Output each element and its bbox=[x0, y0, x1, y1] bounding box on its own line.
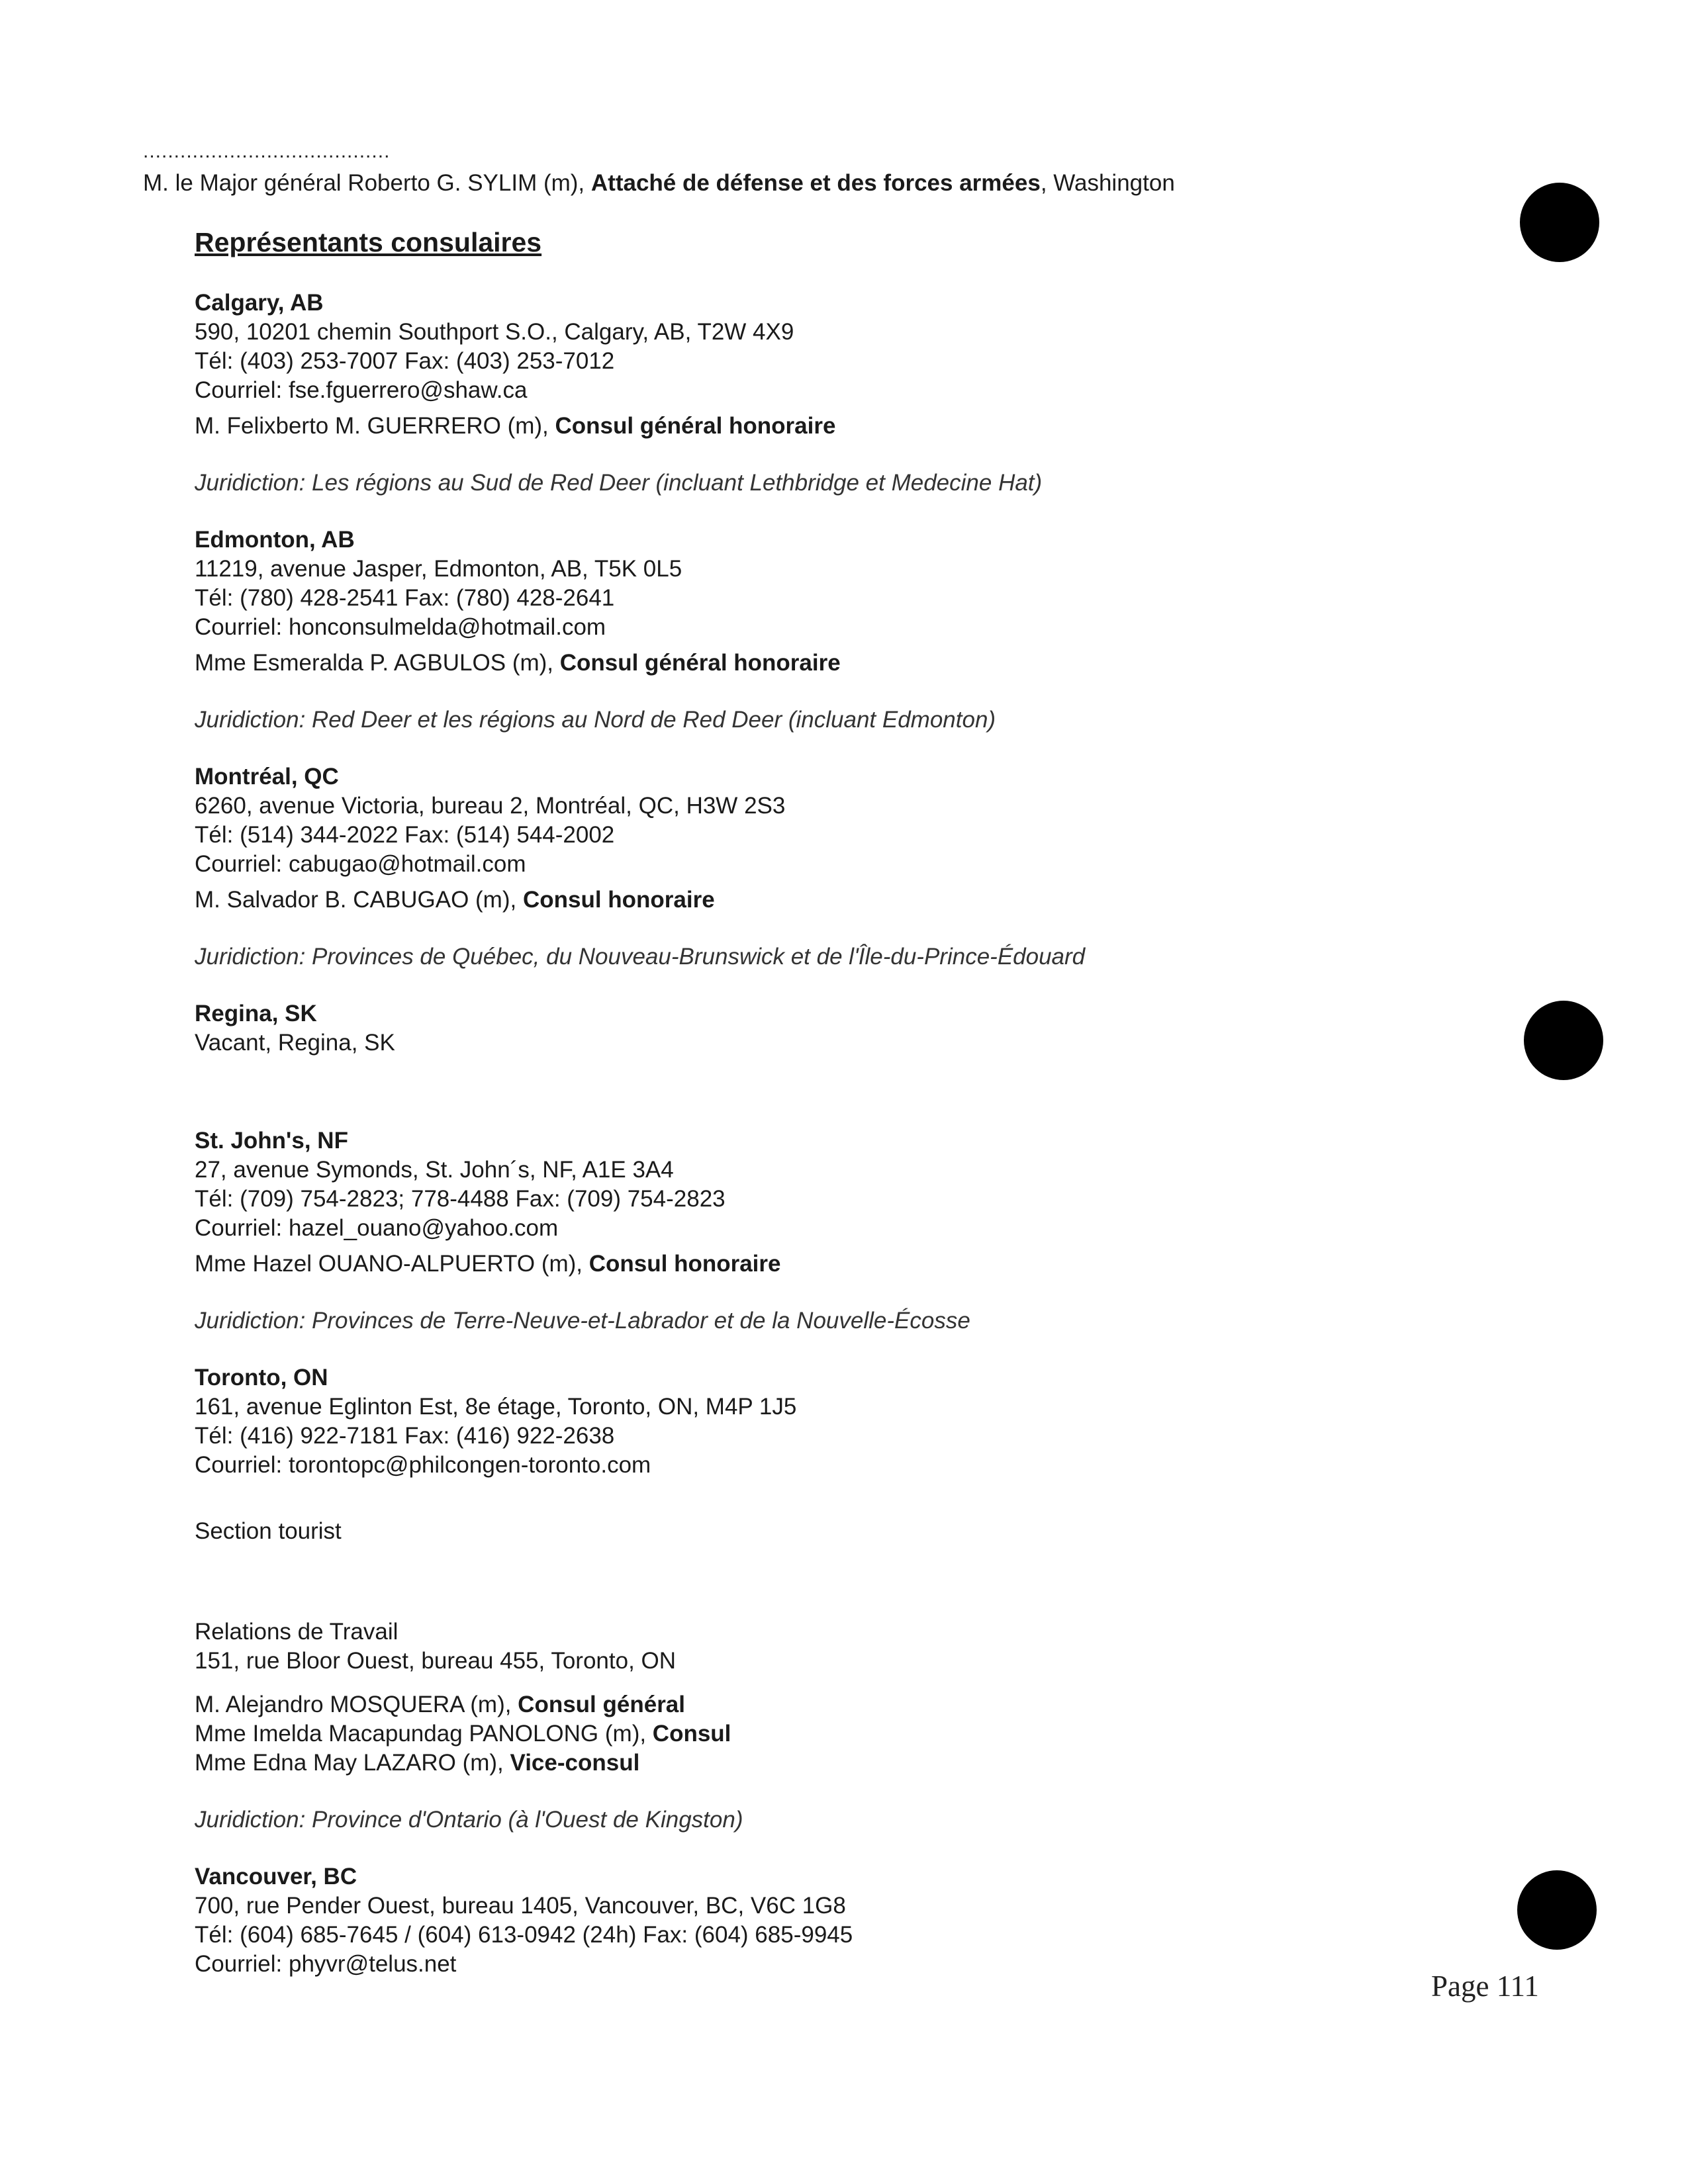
office-edmonton bbox=[195, 525, 1452, 735]
person-name: M. Salvador B. CABUGAO (m), bbox=[195, 887, 523, 913]
office-address: 27, avenue Symonds, St. John´s, NF, A1E 3A4 bbox=[195, 1157, 674, 1183]
office-person bbox=[195, 412, 1452, 441]
staff-member bbox=[195, 1719, 1452, 1749]
person-title: Consul général honoraire bbox=[555, 413, 836, 439]
person-title: Consul honoraire bbox=[588, 1251, 781, 1277]
person-title: Vice-consul bbox=[510, 1750, 640, 1776]
office-regina bbox=[195, 999, 1452, 1058]
office-city: Montréal, QC bbox=[195, 764, 339, 790]
office-jurisdiction: Juridiction: Provinces de Terre-Neuve-et-Labrador et de la Nouvelle-Écosse bbox=[195, 1308, 970, 1334]
office-jurisdiction: Juridiction: Provinces de Québec, du Nouveau-Brunswick et de l'Île-du-Prince-Édouard bbox=[195, 944, 1086, 970]
office-jurisdiction: Juridiction: Les régions au Sud de Red Deer (incluant Lethbridge et Medecine Hat) bbox=[195, 470, 1043, 496]
office-email: Courriel: fse.fguerrero@shaw.ca bbox=[195, 377, 528, 403]
person-title: Consul général bbox=[518, 1692, 685, 1717]
office-person bbox=[195, 1250, 1452, 1279]
person-name: Mme Hazel OUANO-ALPUERTO (m), bbox=[195, 1251, 589, 1277]
labour-relations-title: Relations de Travail bbox=[195, 1619, 399, 1645]
office-phone: Tél: (514) 344-2022 Fax: (514) 544-2002 bbox=[195, 822, 615, 848]
spacer bbox=[195, 1058, 1452, 1126]
office-city: Vancouver, BC bbox=[195, 1864, 357, 1889]
office-phone: Tél: (780) 428-2541 Fax: (780) 428-2641 bbox=[195, 585, 615, 611]
office-st-johns bbox=[195, 1126, 1452, 1336]
office-city: Edmonton, AB bbox=[195, 527, 355, 553]
attache-title: Attaché de défense et des forces armées bbox=[590, 170, 1041, 196]
office-address: 161, avenue Eglinton Est, 8e étage, Toronto, ON, M4P 1J5 bbox=[195, 1394, 797, 1420]
office-email: Courriel: torontopc@philcongen-toronto.com bbox=[195, 1452, 651, 1478]
spacer bbox=[195, 1676, 1452, 1690]
person-title: Consul honoraire bbox=[522, 887, 715, 913]
office-toronto bbox=[195, 1363, 1452, 1835]
person-name: Mme Edna May LAZARO (m), bbox=[195, 1750, 510, 1776]
punch-hole-top bbox=[1520, 183, 1599, 262]
person-name: Mme Imelda Macapundag PANOLONG (m), bbox=[195, 1721, 653, 1747]
person-title: Consul bbox=[652, 1721, 731, 1747]
person-title: Consul général honoraire bbox=[559, 650, 841, 676]
person-name: M. Alejandro MOSQUERA (m), bbox=[195, 1692, 518, 1717]
attache-name: M. le Major général Roberto G. SYLIM (m), bbox=[143, 170, 591, 196]
tourist-section: Section tourist bbox=[195, 1518, 342, 1544]
office-phone: Tél: (709) 754-2823; 778-4488 Fax: (709) 754-2823 bbox=[195, 1186, 726, 1212]
person-name: M. Felixberto M. GUERRERO (m), bbox=[195, 413, 555, 439]
office-city: St. John's, NF bbox=[195, 1128, 348, 1154]
consular-list bbox=[195, 225, 1452, 1979]
office-person bbox=[195, 886, 1452, 915]
office-phone: Tél: (403) 253-7007 Fax: (403) 253-7012 bbox=[195, 348, 615, 374]
office-email: Courriel: hazel_ouano@yahoo.com bbox=[195, 1215, 559, 1241]
office-email: Courriel: honconsulmelda@hotmail.com bbox=[195, 614, 606, 640]
spacer bbox=[195, 1546, 1452, 1617]
office-city: Toronto, ON bbox=[195, 1365, 328, 1390]
page-number: Page 111 bbox=[1431, 1970, 1539, 2003]
office-email: Courriel: cabugao@hotmail.com bbox=[195, 851, 526, 877]
office-vancouver bbox=[195, 1862, 1452, 1979]
office-address: Vacant, Regina, SK bbox=[195, 1030, 395, 1056]
office-city: Regina, SK bbox=[195, 1001, 317, 1026]
office-person bbox=[195, 649, 1452, 678]
office-montreal bbox=[195, 762, 1452, 972]
attache-location: , Washington bbox=[1040, 170, 1175, 196]
office-jurisdiction: Juridiction: Red Deer et les régions au Nord de Red Deer (incluant Edmonton) bbox=[195, 707, 996, 733]
office-phone: Tél: (604) 685-7645 / (604) 613-0942 (24h) Fax: (604) 685-9945 bbox=[195, 1922, 853, 1948]
office-email: Courriel: phyvr@telus.net bbox=[195, 1951, 457, 1977]
office-calgary bbox=[195, 289, 1452, 498]
person-name: Mme Esmeralda P. AGBULOS (m), bbox=[195, 650, 560, 676]
office-address: 700, rue Pender Ouest, bureau 1405, Vancouver, BC, V6C 1G8 bbox=[195, 1893, 846, 1919]
attache-line bbox=[143, 170, 1175, 197]
office-city: Calgary, AB bbox=[195, 290, 324, 316]
punch-hole-bottom bbox=[1517, 1870, 1597, 1950]
office-address: 6260, avenue Victoria, bureau 2, Montréal, QC, H3W 2S3 bbox=[195, 793, 786, 819]
labour-relations-address: 151, rue Bloor Ouest, bureau 455, Toronto, ON bbox=[195, 1648, 677, 1674]
section-heading: Représentants consulaires bbox=[195, 227, 542, 257]
office-jurisdiction: Juridiction: Province d'Ontario (à l'Ouest de Kingston) bbox=[195, 1807, 743, 1833]
staff-member bbox=[195, 1749, 1452, 1778]
office-phone: Tél: (416) 922-7181 Fax: (416) 922-2638 bbox=[195, 1423, 615, 1449]
staff-member bbox=[195, 1690, 1452, 1719]
office-address: 590, 10201 chemin Southport S.O., Calgary, AB, T2W 4X9 bbox=[195, 319, 794, 345]
punch-hole-middle bbox=[1524, 1001, 1603, 1080]
office-address: 11219, avenue Jasper, Edmonton, AB, T5K 0L5 bbox=[195, 556, 682, 582]
separator-dots: ........................................ bbox=[143, 140, 391, 162]
spacer bbox=[195, 1480, 1452, 1517]
